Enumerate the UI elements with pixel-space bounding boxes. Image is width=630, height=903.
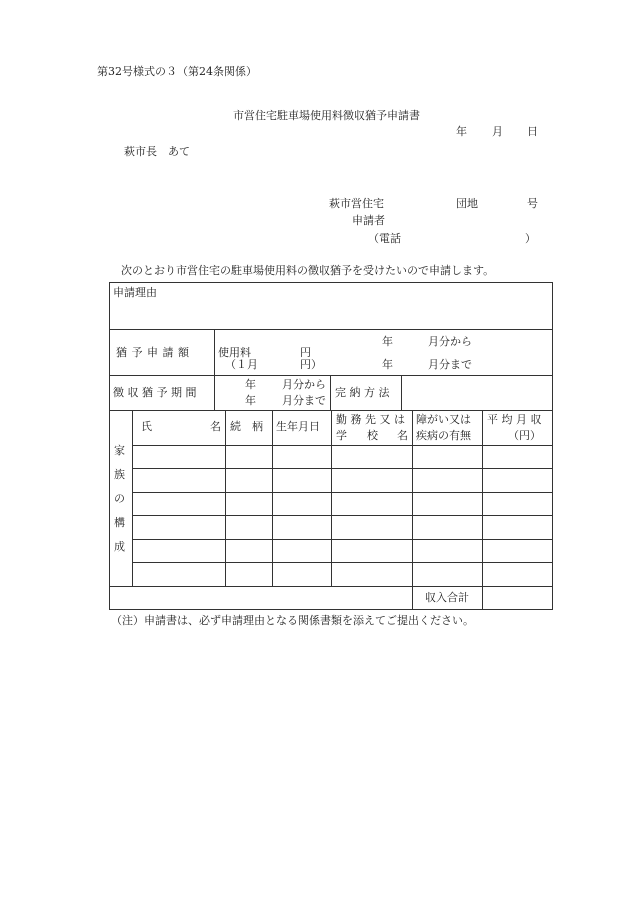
intro-text: 次のとおり市営住宅の駐車場使用料の徴収猶予を受けたいので申請します。	[121, 264, 495, 277]
hline	[109, 282, 553, 283]
vline	[225, 410, 226, 586]
reason-field[interactable]	[112, 302, 550, 327]
phone-open: （電話	[368, 232, 401, 245]
page-title: 市営住宅駐車場使用料徴収猶予申請書	[233, 109, 420, 122]
vline	[109, 282, 110, 610]
hline	[132, 539, 553, 540]
phone-close: ）	[525, 232, 536, 245]
header-relation: 続 柄	[230, 420, 263, 433]
amount-year-to: 年	[382, 358, 393, 371]
vline	[272, 410, 273, 586]
hline	[132, 492, 553, 493]
family-label-5: 成	[114, 540, 125, 553]
family-label-2: 族	[114, 468, 125, 481]
hline	[109, 609, 553, 610]
hline	[132, 562, 553, 563]
vline	[482, 410, 483, 610]
monthly-open: （１月	[225, 358, 258, 371]
vline	[552, 282, 553, 610]
applicant-label: 申請者	[352, 214, 385, 227]
header-name-a: 氏	[141, 420, 152, 433]
amount-to: 月分まで	[428, 358, 472, 371]
vline	[401, 375, 402, 411]
usage-fee-label: 使用料	[218, 346, 251, 359]
total-income-label: 収入合計	[425, 591, 469, 604]
header-work-2b: 校	[367, 429, 378, 442]
hline	[132, 515, 553, 516]
period-to: 月分まで	[282, 394, 326, 407]
hline	[132, 468, 553, 469]
header-name-b: 名	[210, 420, 221, 433]
vline	[330, 375, 331, 411]
period-year-to: 年	[245, 394, 256, 407]
date-month: 月	[492, 125, 503, 138]
vline	[214, 329, 215, 411]
payment-field[interactable]	[404, 378, 550, 408]
family-label-4: 構	[114, 516, 125, 529]
period-from: 月分から	[282, 378, 326, 391]
housing-label: 萩市営住宅	[329, 197, 384, 210]
hline	[109, 586, 553, 587]
note-text: （注）申請書は、必ず申請理由となる関係書類を添えてご提出ください。	[111, 614, 474, 627]
total-income-field[interactable]	[485, 589, 550, 607]
hline	[109, 329, 553, 330]
vline	[132, 410, 133, 586]
monthly-close: 円）	[300, 358, 322, 371]
header-income-1: 平 均 月 収	[487, 413, 542, 426]
header-work-2c: 名	[397, 429, 408, 442]
vline	[412, 410, 413, 610]
family-label-3: の	[114, 492, 125, 505]
period-label: 徴 収 猶 予 期 間	[113, 386, 197, 399]
gou-label: 号	[527, 197, 538, 210]
header-disability-2: 疾病の有無	[416, 429, 471, 442]
addressee: 萩市長 あて	[124, 145, 190, 158]
hline	[132, 445, 553, 446]
hline	[109, 375, 553, 376]
amount-year-from: 年	[382, 335, 393, 348]
payment-label: 完 納 方 法	[335, 386, 390, 399]
vline	[331, 410, 332, 586]
amount-from: 月分から	[428, 335, 472, 348]
yen-label: 円	[300, 346, 311, 359]
header-disability-1: 障がい又は	[416, 413, 471, 426]
amount-label: 猶 予 申 請 額	[116, 346, 190, 359]
reason-label: 申請理由	[113, 286, 157, 299]
family-label-1: 家	[114, 444, 125, 457]
header-income-2: （円）	[508, 429, 541, 442]
date-year: 年	[456, 125, 467, 138]
date-day: 日	[527, 125, 538, 138]
period-year-from: 年	[245, 378, 256, 391]
header-work-1: 勤 務 先 又 は	[336, 413, 405, 426]
header-work-2a: 学	[336, 429, 347, 442]
header-birth: 生年月日	[276, 420, 320, 433]
danchi-label: 団地	[456, 197, 478, 210]
form-number: 第32号様式の３（第24条関係）	[97, 65, 257, 78]
